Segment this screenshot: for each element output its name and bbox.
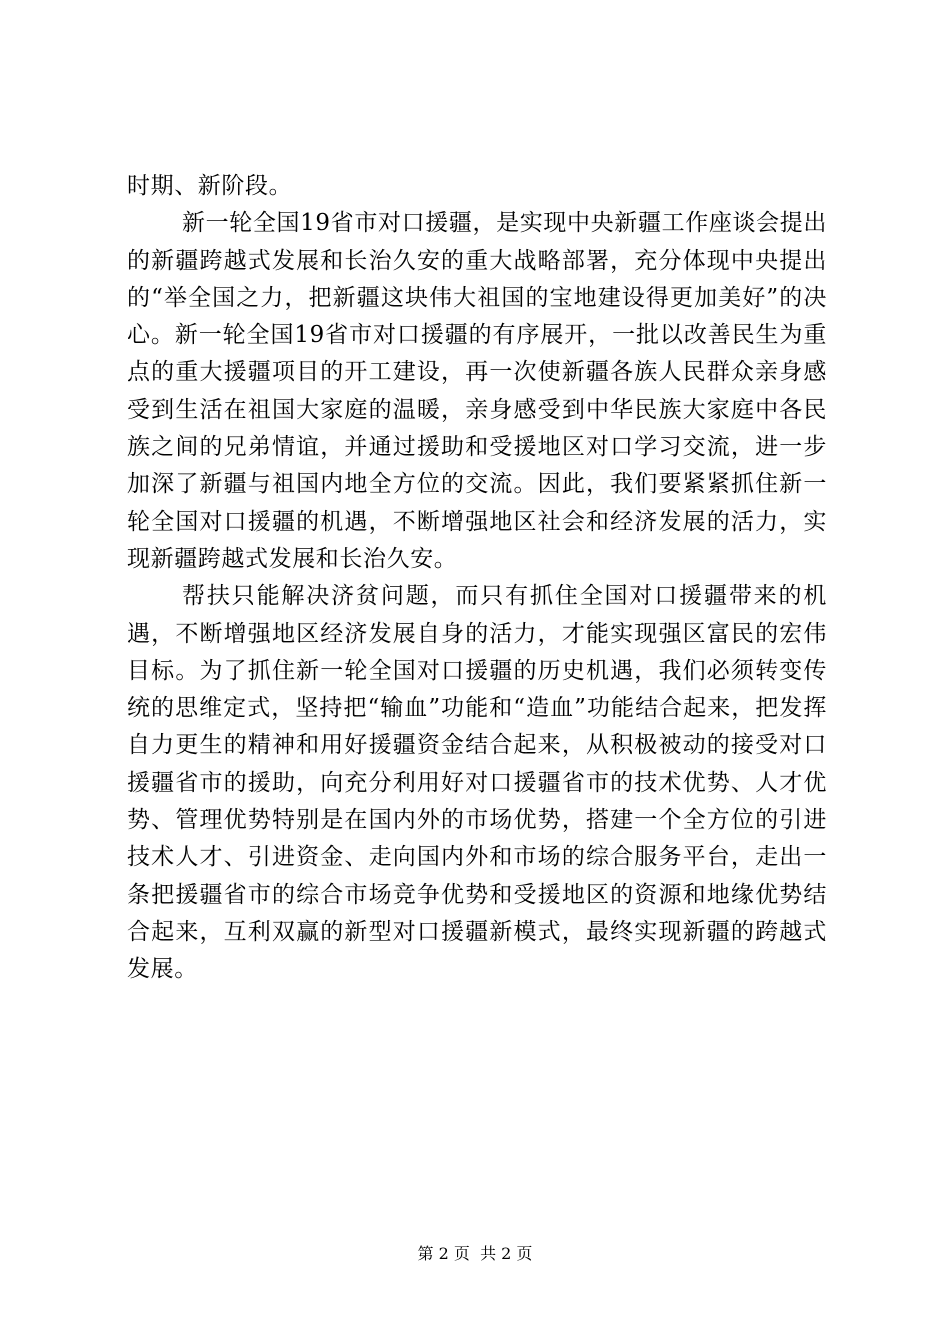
paragraph-continuation: 时期、新阶段。 bbox=[127, 173, 293, 199]
document-body bbox=[127, 168, 827, 989]
page-number-footer: 第 2 页 共 2 页 bbox=[417, 1244, 533, 1263]
paragraph: 帮扶只能解决济贫问题，而只有抓住全国对口援疆带来的机遇，不断增强地区经济发展自身的活力，才能实现强区富民的宏伟目标。为了抓住新一轮全国对口援疆的历史机遇，我们必须转变传统的思维定式，坚持把“输血”功能和“造血”功能结合起来，把发挥自力更生的精神和用好援疆资金结合起来，从积极被动的接受对口援疆省市的援助，向充分利用好对口援疆省市的技术优势、人才优势、管理优势特别是在国内外的市场优势，搭建一个全方位的引进技术人才、引进资金、走向国内外和市场的综合服务平台，走出一条把援疆省市的综合市场竞争优势和受援地区的资源和地缘优势结合起来，互利双赢的新型对口援疆新模式，最终实现新疆的跨越式发展。 bbox=[127, 583, 827, 983]
paragraph: 新一轮全国19省市对口援疆，是实现中央新疆工作座谈会提出的新疆跨越式发展和长治久安的重大战略部署，充分体现中央提出的“举全国之力，把新疆这块伟大祖国的宝地建设得更加美好”的决心。新一轮全国19省市对口援疆的有序展开，一批以改善民生为重点的重大援疆项目的开工建设，再一次使新疆各族人民群众亲身感受到生活在祖国大家庭的温暖，亲身感受到中华民族大家庭中各民族之间的兄弟情谊，并通过援助和受援地区对口学习交流，进一步加深了新疆与祖国内地全方位的交流。因此，我们要紧紧抓住新一轮全国对口援疆的机遇，不断增强地区社会和经济发展的活力，实现新疆跨越式发展和长治久安。 bbox=[127, 210, 827, 572]
